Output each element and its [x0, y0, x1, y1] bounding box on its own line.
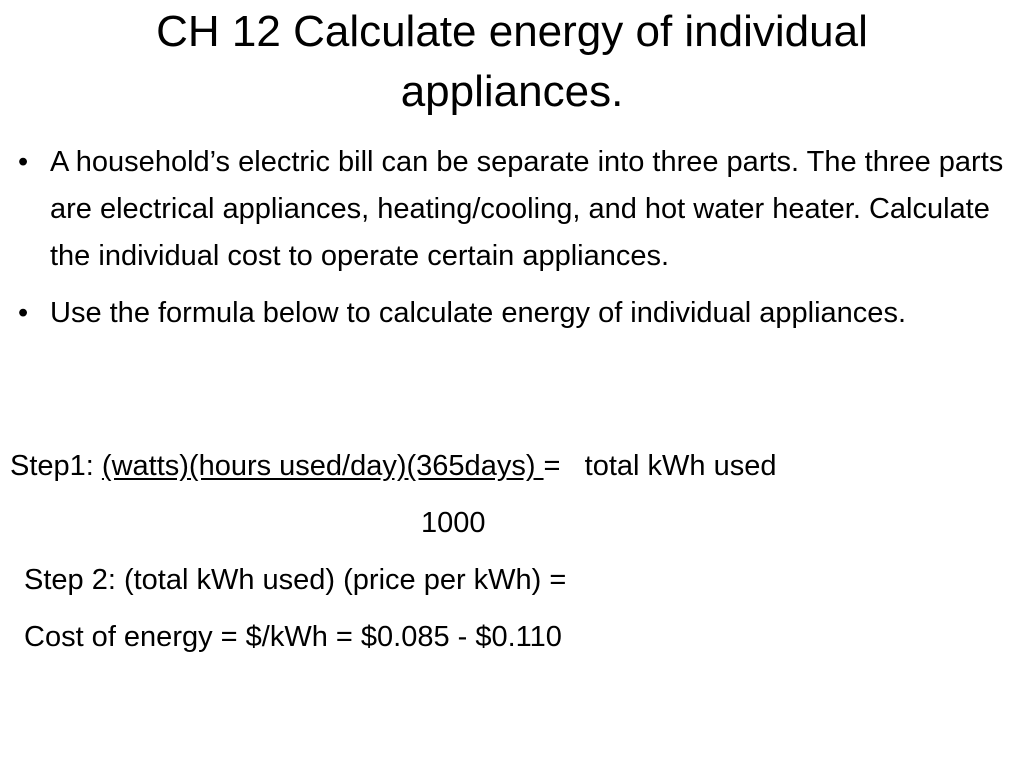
formula-denominator: 1000	[421, 507, 486, 539]
formula-equals: =	[543, 450, 561, 482]
step1-formula	[10, 446, 776, 486]
formula-numerator: (watts)(hours used/day)(365days)	[101, 450, 544, 482]
step1-label: Step1:	[10, 450, 102, 482]
cost-of-energy: Cost of energy = $/kWh = $0.085 - $0.110	[24, 621, 562, 653]
step2-formula: Step 2: (total kWh used) (price per kWh) =	[24, 564, 567, 596]
bullet-text: Use the formula below to calculate energy of individual appliances.	[50, 297, 906, 329]
bullet-text: A household’s electric bill can be separate into three parts. The three parts are electrical appliances, heating/cooling, and hot water heater. Calculate the individual cost to operate certain appliances.	[50, 146, 1004, 272]
bullet-item	[18, 139, 1008, 280]
slide-title: CH 12 Calculate energy of individual appliances.	[156, 7, 868, 116]
bullet-list	[18, 139, 1008, 337]
bullet-item	[18, 290, 1008, 337]
formula-result: total kWh used	[560, 450, 777, 482]
bullet-marker: •	[18, 146, 29, 178]
bullet-marker: •	[18, 297, 29, 329]
